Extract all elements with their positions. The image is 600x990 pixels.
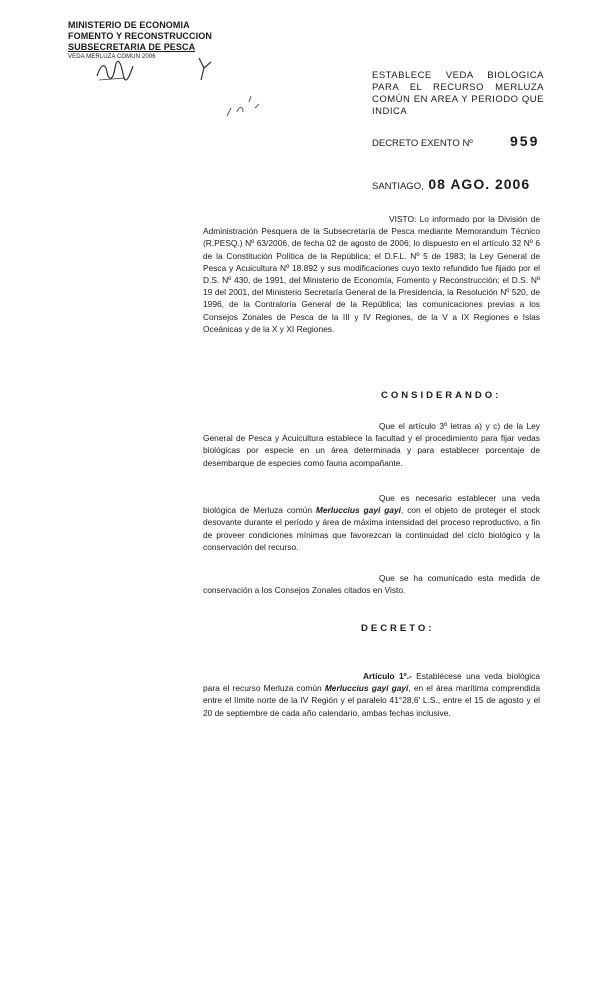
handwritten-initials-icon <box>95 58 135 84</box>
decree-number-label: DECRETO EXENTO Nº <box>372 138 473 149</box>
considerando-2-text-a: Que es necesario establecer una veda biológica de Merluza común <box>203 493 540 516</box>
decree-date: 08 AGO. 2006 <box>428 176 531 192</box>
article-1-paragraph <box>203 670 540 719</box>
subsecretaria-name: SUBSECRETARIA DE PESCA <box>68 42 196 52</box>
ministry-subtitle: FOMENTO Y RECONSTRUCCION <box>68 31 212 41</box>
considerando-3-text: Que se ha comunicado esta medida de conservación a los Consejos Zonales citados en Visto. <box>203 573 540 596</box>
file-reference: VEDA MERLUZA COMUN 2006 <box>68 54 156 60</box>
article-species-name: Merluccius gayi gayi <box>324 683 409 694</box>
place-label: SANTIAGO, <box>372 181 424 192</box>
article-1-text-a: Establécese una veda biológica para el recurso Merluza común <box>203 671 540 694</box>
considerando-1-text: Que el artículo 3º letras a) y c) de la Ley General de Pesca y Acuicultura establece la facultad y el procedimiento para fijar vedas biológicas por especie en un área determinada y para establecer porcentaje de desembarque de especies como fauna acompañante. <box>203 421 540 468</box>
considerando-paragraph-2 <box>203 492 540 553</box>
decreto-heading: DECRETO: <box>361 623 435 634</box>
considerando-paragraph-1 <box>203 420 540 469</box>
article-1-label: Artículo 1º.- <box>363 671 412 681</box>
considerando-2-text-b: , con el objeto de proteger el stock desovante durante el período y área de máxima intensidad del proceso reproductivo, a fin de proveer condiciones mínimas que favorezcan la continuidad del ciclo biológico y la conservación del recurso. <box>203 505 540 552</box>
visto-paragraph <box>203 213 540 335</box>
handwritten-mark-icon <box>225 92 265 122</box>
article-1-text-b: , en el área marítima comprendida entre el límite norte de la IV Región y el paralelo 41°28,6' L.S., entre el 15 de agosto y el 20 de septiembre de cada año calendario, ambas fechas inclusive. <box>203 683 540 718</box>
decree-number-line <box>372 133 544 149</box>
signature-stroke-icon <box>196 56 214 82</box>
considerando-paragraph-3 <box>203 572 540 596</box>
considerando-heading: CONSIDERANDO: <box>381 390 502 401</box>
visto-text: VISTO: Lo informado por la División de Administración Pesquera de la Subsecretaría de Pesca mediante Memorandum Técnico (R.PESQ.) Nº 63/2006, de fecha 02 de agosto de 2006; lo dispuesto en el artículo 32 Nº 6 de la Constitución Política de la República; el D.F.L. Nº 5 de 1983; la Ley General de Pesca y Acuicultura Nº 18.892 y sus modificaciones cuyo texto refundido fue fijado por el D.S. Nº 430, de 1991, del Ministerio de Economía, Fomento y Reconstrucción; el D.S. Nº 19 del 2001, del Ministerio Secretaría General de la Presidencia, la Resolución Nº 520, de 1996, de la Contraloría General de la República; las comunicaciones previas a los Consejos Zonales de Pesca de la III y IV Regiones, de la V a IX Regiones e Islas Oceánicas y de la X y XI Regiones. <box>203 214 540 334</box>
place-date-line <box>372 176 530 192</box>
decree-number: 959 <box>510 133 540 149</box>
ministry-name: MINISTERIO DE ECONOMIA <box>68 20 190 30</box>
species-name: Merluccius gayi gayi <box>315 505 401 516</box>
decree-title: ESTABLECE VEDA BIOLOGICA PARA EL RECURSO MERLUZA COMÚN EN AREA Y PERIODO QUE INDICA <box>372 70 544 117</box>
letterhead <box>68 20 212 61</box>
